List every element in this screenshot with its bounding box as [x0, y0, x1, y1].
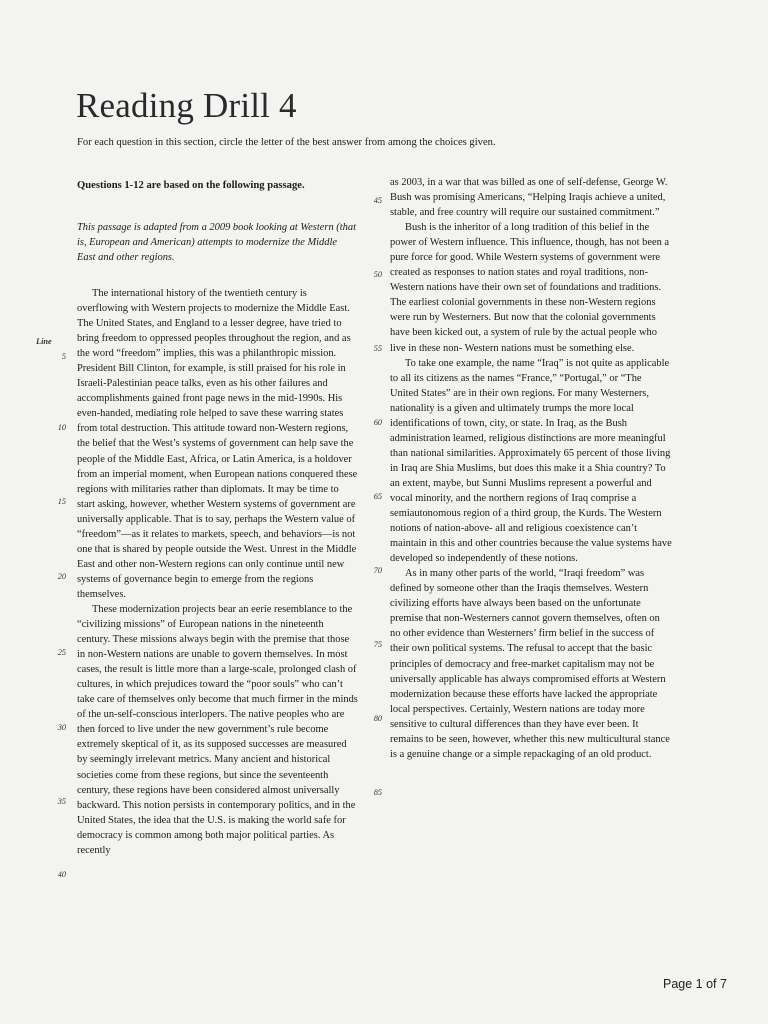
line-number: 65: [373, 492, 382, 501]
line-number: 15: [57, 497, 66, 506]
passage-paragraph: as 2003, in a war that was billed as one of self-defense, George W. Bush was promising Americans, “Helping Iraqis achieve a united, stable, and free country will require our sustained commitment.”: [390, 177, 668, 219]
passage-intro: This passage is adapted from a 2009 book looking at Western (that is, European and American) attempts to modernize the Middle East and other regions.: [77, 222, 357, 263]
line-label: Line: [36, 337, 52, 346]
passage-paragraph: As in many other parts of the world, “Iraqi freedom” was defined by someone other than the Iraqis themselves. Western civilizing efforts have always been based on the unfortunate premise that non-Westerners cannot govern themselves, often on no other evidence than Westerners’ firm belief in the success of their own political systems. The refusal to accept that the basic principles of democracy and free-market capitalism may not be universally applicable has always compromised efforts at Western modernization because these efforts have lacked the appropriate local perspectives. Certainly, Western nations are today more sensitive to cultural differences than they have ever been. It remains to be seen, however, whether this new multicultural stance is a genuine change or a simple repackaging of an old product.: [390, 568, 670, 760]
line-number: 20: [57, 572, 66, 581]
line-number: 60: [373, 418, 382, 427]
line-number: 75: [373, 640, 382, 649]
line-number: 40: [57, 870, 66, 879]
passage-paragraph: Bush is the inheritor of a long tradition of this belief in the power of Western influence. This influence, though, has not been a pure force for good. While Western systems of government were created as responses to nation states and royal traditions, non-Western nations have their own set of foundations and traditions. The earliest colonial governments in these non-Western regions were run by Westerners. But now that the colonial governments have been kicked out, a system of rule by the actual people who live in these non- Western nations must be something else.: [390, 222, 670, 354]
line-number: 50: [373, 270, 382, 279]
passage-paragraph: These modernization projects bear an eerie resemblance to the “civilizing missions” of European nations in the nineteenth century. These missions always begin with the premise that those in non-Western nations are unable to govern themselves. In most cases, the result is little more than a large-scale, prolonged clash of cultures, in which prejudices toward the “poor souls” who can’t take care of themselves only become that much firmer in the minds of the un-self-conscious interlopers. The native peoples who are then forced to live under the new government’s rule become extremely skeptical of it, as its supposed successes are measured by seemingly irrelevant metrics. Many ancient and historical societies come from these regions, but since the seventeenth century, these regions have been considered almost universally backward. This notion persists in contemporary politics, and in the United States, the idea that the U.S. is making the world safe for democracy is common among both major political parties. As recently: [77, 603, 358, 856]
page-title: Reading Drill 4: [76, 86, 297, 125]
question-heading: Questions 1-12 are based on the following passage.: [77, 180, 305, 191]
line-number: 10: [57, 423, 66, 432]
instructions: For each question in this section, circle the letter of the best answer from among the choices given.: [77, 137, 496, 148]
page-number: Page 1 of 7: [663, 977, 727, 991]
line-number: 25: [57, 648, 66, 657]
line-number: 5: [61, 352, 66, 361]
line-number: 85: [373, 788, 382, 797]
passage-left-column: [77, 286, 359, 858]
passage-paragraph: The international history of the twentieth century is overflowing with Western projects to modernize the Middle East. The United States, and England to a lesser degree, have tried to bring freedom to oppressed peoples throughout the region, and as the word “freedom” implies, this was a philanthropic mission. President Bill Clinton, for example, is still praised for his role in Israeli-Palestinian peace talks, even as his other failures and accomplishments gained front page news in the mid-1990s. His even-handed, mediating role helped to save these warring states from total destruction. This attitude toward non-Western regions, the belief that the West’s systems of government can help save the people of the Middle East, Africa, or Latin America, is a holdover from an imperial moment, when European nations conquered these regions with militaries rather than diplomats. It may be time to start asking, however, whether Western systems of government are universally applicable. That is to say, perhaps the Western value of “freedom”—as it relates to markets, speech, and behaviors—is not one that is shared by people outside the West. Unrest in the Middle East and other non-Western regions can only continue until new systems of governance begin to emerge from the regions themselves.: [77, 288, 358, 600]
line-number: 80: [373, 714, 382, 723]
line-number: 35: [57, 797, 66, 806]
line-number: 55: [373, 344, 382, 353]
passage-right-column: [390, 175, 672, 762]
passage-paragraph: To take one example, the name “Iraq” is not quite as applicable to all its citizens as the names “France,” “Portugal,” or “The United States” are in their own regions. For many Westerners, nationality is a given and ultimately trumps the more local identifications of town, city, or state. In Iraq, as the Bush administration learned, religious distinctions are more meaningful than national similarities. Approximately 65 percent of those living in Iraq are Shia Muslims, but does this make it a Shia country? To an extent, maybe, but Sunni Muslims represent a powerful and vocal minority, and the northern regions of Iraq comprise a semiautonomous region of a third group, the Kurds. The Western notions of nation-above- all and religious coexistence can’t maintain in this and other countries because the value systems have developed so independently of these notions.: [390, 357, 672, 565]
line-number: 30: [57, 723, 66, 732]
line-number: 70: [373, 566, 382, 575]
line-number: 45: [373, 196, 382, 205]
